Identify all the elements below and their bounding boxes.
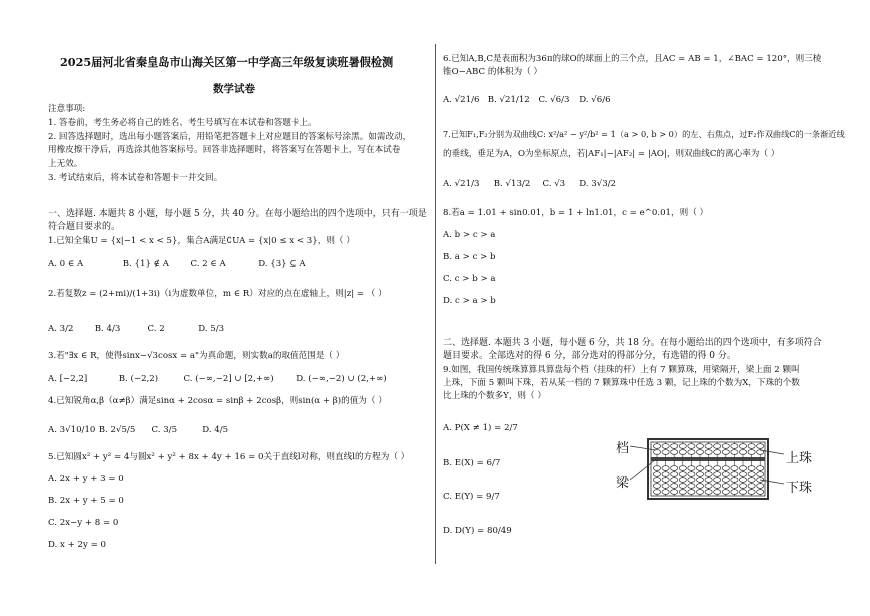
upper-bead [739,450,746,455]
upper-bead-label: 上珠 [786,451,813,466]
lower-bead [739,472,746,477]
column-divider [435,44,436,564]
option: C. E(Y) = 9/7 [443,492,500,502]
question-stem: 2.若复数z = (2+mi)/(1+3i)（i为虚数单位，m ∈ R）对应的点在虚轴上，则|z| = （ ） [48,289,387,299]
question-stem: 3.若"∃x ∈ R，使得sinx−√3cosx = a"为真命题，则实数a的取值范围是（ ） [48,351,345,361]
lower-bead [731,472,738,477]
lower-bead [731,484,738,489]
lower-bead [757,472,764,477]
option: B. {1} ∉ A [122,259,169,269]
option: C. (−∞,−2] ∪ [2,+∞) [183,374,274,384]
question-stem: 比上珠的个数多Y，则（ ） [443,391,546,401]
question-options [48,259,306,269]
upper-bead [671,444,678,449]
upper-bead [688,444,695,449]
notice-item: 1. 答卷前，考生务必将自己的姓名、考生号填写在本试卷和答题卡上。 [48,118,317,128]
question-stem: 4.已知锐角α,β（α≠β）满足sinα + 2cosα = sinβ + 2cosβ，则sin(α + β)的值为（ ） [48,396,387,406]
beam-pointer [630,459,656,480]
lower-bead [731,478,738,483]
abacus-beads [653,444,763,495]
option: A. [−2,2] [48,374,88,384]
option: B. √13/2 [493,179,531,189]
upper-bead [671,450,678,455]
exam-title: 2025届河北省秦皇岛市山海关区第一中学高三年级复读班暑假检测 [60,55,394,69]
question-stem: 6.已知A,B,C是表面积为36π的球O的球面上的三个点，且AC = AB = 1，∠BAC = 120°，则三棱 [443,54,822,64]
lower-bead [696,478,703,483]
upper-bead [748,450,755,455]
lower-bead [662,484,669,489]
exam-subtitle: 数学试卷 [213,83,255,95]
option: C. c > b > a [443,274,496,284]
lower-bead [714,478,721,483]
option: C. 3/5 [151,425,178,435]
section2-heading: 题目要求。全部选对的得 6 分，部分选对的得部分分，有选错的得 0 分。 [443,351,736,361]
lower-bead [679,484,686,489]
notice-item: 用橡皮擦干净后，再选涂其他答案标号。回答非选择题时，将答案写在答题卡上，写在本试卷 [48,145,401,155]
lower-bead [688,466,695,471]
section1-heading: 一、选择题. 本题共 8 小题，每小题 5 分，共 40 分。在每小题给出的四个选项中，只有一项是 [48,209,427,219]
lower-bead [696,484,703,489]
lower-bead [679,466,686,471]
upper-bead [757,444,764,449]
option: C. 2 ∈ A [190,259,226,269]
upper-bead [653,450,660,455]
notice-item: 上无效。 [48,159,83,169]
question-stem: 的垂线，垂足为A，O为坐标原点，若|AF₁|−|AF₂| = |AO|，则双曲线C的离心率为（ ） [443,149,780,159]
lower-bead [679,478,686,483]
lower-bead [722,484,729,489]
lower-bead [722,472,729,477]
lower-bead [705,484,712,489]
upper-bead [662,444,669,449]
lower-bead [653,478,660,483]
lower-bead [757,466,764,471]
lower-bead [653,484,660,489]
question-options [48,374,387,384]
lower-bead [688,478,695,483]
lower-bead [662,478,669,483]
lower-bead [739,484,746,489]
upper-bead [722,450,729,455]
upper-bead [705,444,712,449]
option: B. (−2,2) [118,374,159,384]
option: A. 3/2 [48,324,74,334]
option: D. x + 2y = 0 [48,540,107,550]
question-options [48,425,228,435]
upper-bead [696,444,703,449]
option: B. E(X) = 6/7 [443,458,501,468]
question-stem: 8.若a = 1.01 + sin0.01，b = 1 + ln1.01，c = e^0.01，则（ ） [443,208,709,218]
lower-bead [688,490,695,495]
upper-bead [653,444,660,449]
lower-bead [688,472,695,477]
option: D. √6/6 [579,95,611,105]
lower-bead [739,466,746,471]
lower-bead [714,466,721,471]
notice-heading: 注意事项: [48,104,86,114]
rod-pointer [630,446,656,450]
option: A. 0 ∈ A [48,259,84,269]
lower-bead [696,490,703,495]
option: B. 2√5/5 [98,425,136,435]
section2-heading: 二、选择题. 本题共 3 小题，每小题 6 分，共 18 分。在每小题给出的四个选项中，有多项符合 [443,338,822,348]
question-options [443,179,616,189]
option: D. {3} ⊆ A [258,259,306,269]
lower-bead [671,472,678,477]
lower-bead [653,466,660,471]
option: C. 2 [147,324,165,334]
upper-bead [705,450,712,455]
lower-bead [748,478,755,483]
lower-bead [671,466,678,471]
option: A. b > c > a [443,230,496,240]
lower-bead [671,478,678,483]
lower-bead [731,466,738,471]
question-stem: 上珠，下面 5 颗叫下珠，若从某一档的 7 颗算珠中任选 3 颗，记上珠的个数为X，下珠的个数 [443,378,800,388]
option: B. a > c > b [443,252,496,262]
rod-label: 档 [616,441,630,456]
question-stem: 9.如图，我国传统珠算算具算盘每个档（挂珠的杆）上有 7 颗算珠，用梁隔开，梁上面 2 颗叫 [443,365,800,375]
option: B. √21/12 [487,95,530,105]
upper-bead [679,450,686,455]
option: A. √21/6 [443,95,480,105]
beam-label: 梁 [616,476,630,491]
option: C. √3 [542,179,566,189]
question-stem: 1.已知全集U = {x|−1 < x < 5}，集合A满足∁UA = {x|0 ≤ x < 3}，则（ ） [48,236,355,246]
upper-bead [714,444,721,449]
lower-bead [696,466,703,471]
upper-bead [739,444,746,449]
lower-bead [662,490,669,495]
section1-heading: 符合题目要求的。 [48,222,121,232]
upper-bead [731,450,738,455]
lower-bead [739,478,746,483]
lower-bead [688,484,695,489]
option: B. 4/3 [94,324,121,334]
notice-item: 3. 考试结束后，将本试卷和答题卡一并交回。 [48,173,223,183]
option: D. (−∞,−2) ∪ (2,+∞) [296,374,387,384]
lower-bead [748,484,755,489]
lower-bead-pointer [760,480,784,484]
question-stem: 锥O−ABC 的体积为（ ） [443,67,543,77]
upper-bead [696,450,703,455]
lower-bead [705,490,712,495]
lower-bead [731,490,738,495]
lower-bead [705,478,712,483]
upper-bead [714,450,721,455]
lower-bead [705,466,712,471]
option: D. 5/3 [198,324,225,334]
option: D. D(Y) = 80/49 [443,526,512,536]
question-stem: 5.已知圆x² + y² = 4与圆x² + y² + 8x + 4y + 16 = 0关于直线l对称，则直线l的方程为（ ） [48,452,410,462]
lower-bead [662,472,669,477]
lower-bead [679,490,686,495]
lower-bead [739,490,746,495]
lower-bead [748,466,755,471]
abacus-beam [651,457,765,461]
option: A. 3√10/10 [48,425,96,435]
lower-bead-label: 下珠 [786,481,813,496]
abacus-figure [616,436,816,506]
lower-bead [757,484,764,489]
option: B. 2x + y + 5 = 0 [48,496,124,506]
lower-bead [748,490,755,495]
lower-bead [679,472,686,477]
lower-bead [662,466,669,471]
notice-item: 2. 回答选择题时，选出每小题答案后，用铅笔把答题卡上对应题目的答案标号涂黑。如需改动， [48,132,412,142]
option: A. √21/3 [443,179,480,189]
upper-bead [722,444,729,449]
option: C. 2x−y + 8 = 0 [48,518,119,528]
lower-bead [722,478,729,483]
lower-bead [714,490,721,495]
lower-bead [696,472,703,477]
lower-bead [671,484,678,489]
option: C. √6/3 [538,95,570,105]
lower-bead [714,472,721,477]
question-stem: 7.已知F₁,F₂分别为双曲线C: x²/a² − y²/b² = 1（a > 0, b > 0）的左、右焦点，过F₂作双曲线C的一条渐近线 [443,129,845,139]
lower-bead [722,466,729,471]
lower-bead [757,490,764,495]
option: D. 4/5 [202,425,229,435]
option: D. c > a > b [443,296,496,306]
lower-bead [705,472,712,477]
upper-bead [679,444,686,449]
lower-bead [748,472,755,477]
option: A. P(X ≠ 1) = 2/7 [443,423,518,433]
question-options [48,324,224,334]
upper-bead [688,450,695,455]
upper-bead [731,444,738,449]
lower-bead [653,490,660,495]
upper-bead [662,450,669,455]
question-options [443,95,611,105]
lower-bead [671,490,678,495]
lower-bead [722,490,729,495]
option: D. 3√3/2 [579,179,617,189]
lower-bead [653,472,660,477]
lower-bead [714,484,721,489]
option: A. 2x + y + 3 = 0 [48,474,124,484]
upper-bead [748,444,755,449]
